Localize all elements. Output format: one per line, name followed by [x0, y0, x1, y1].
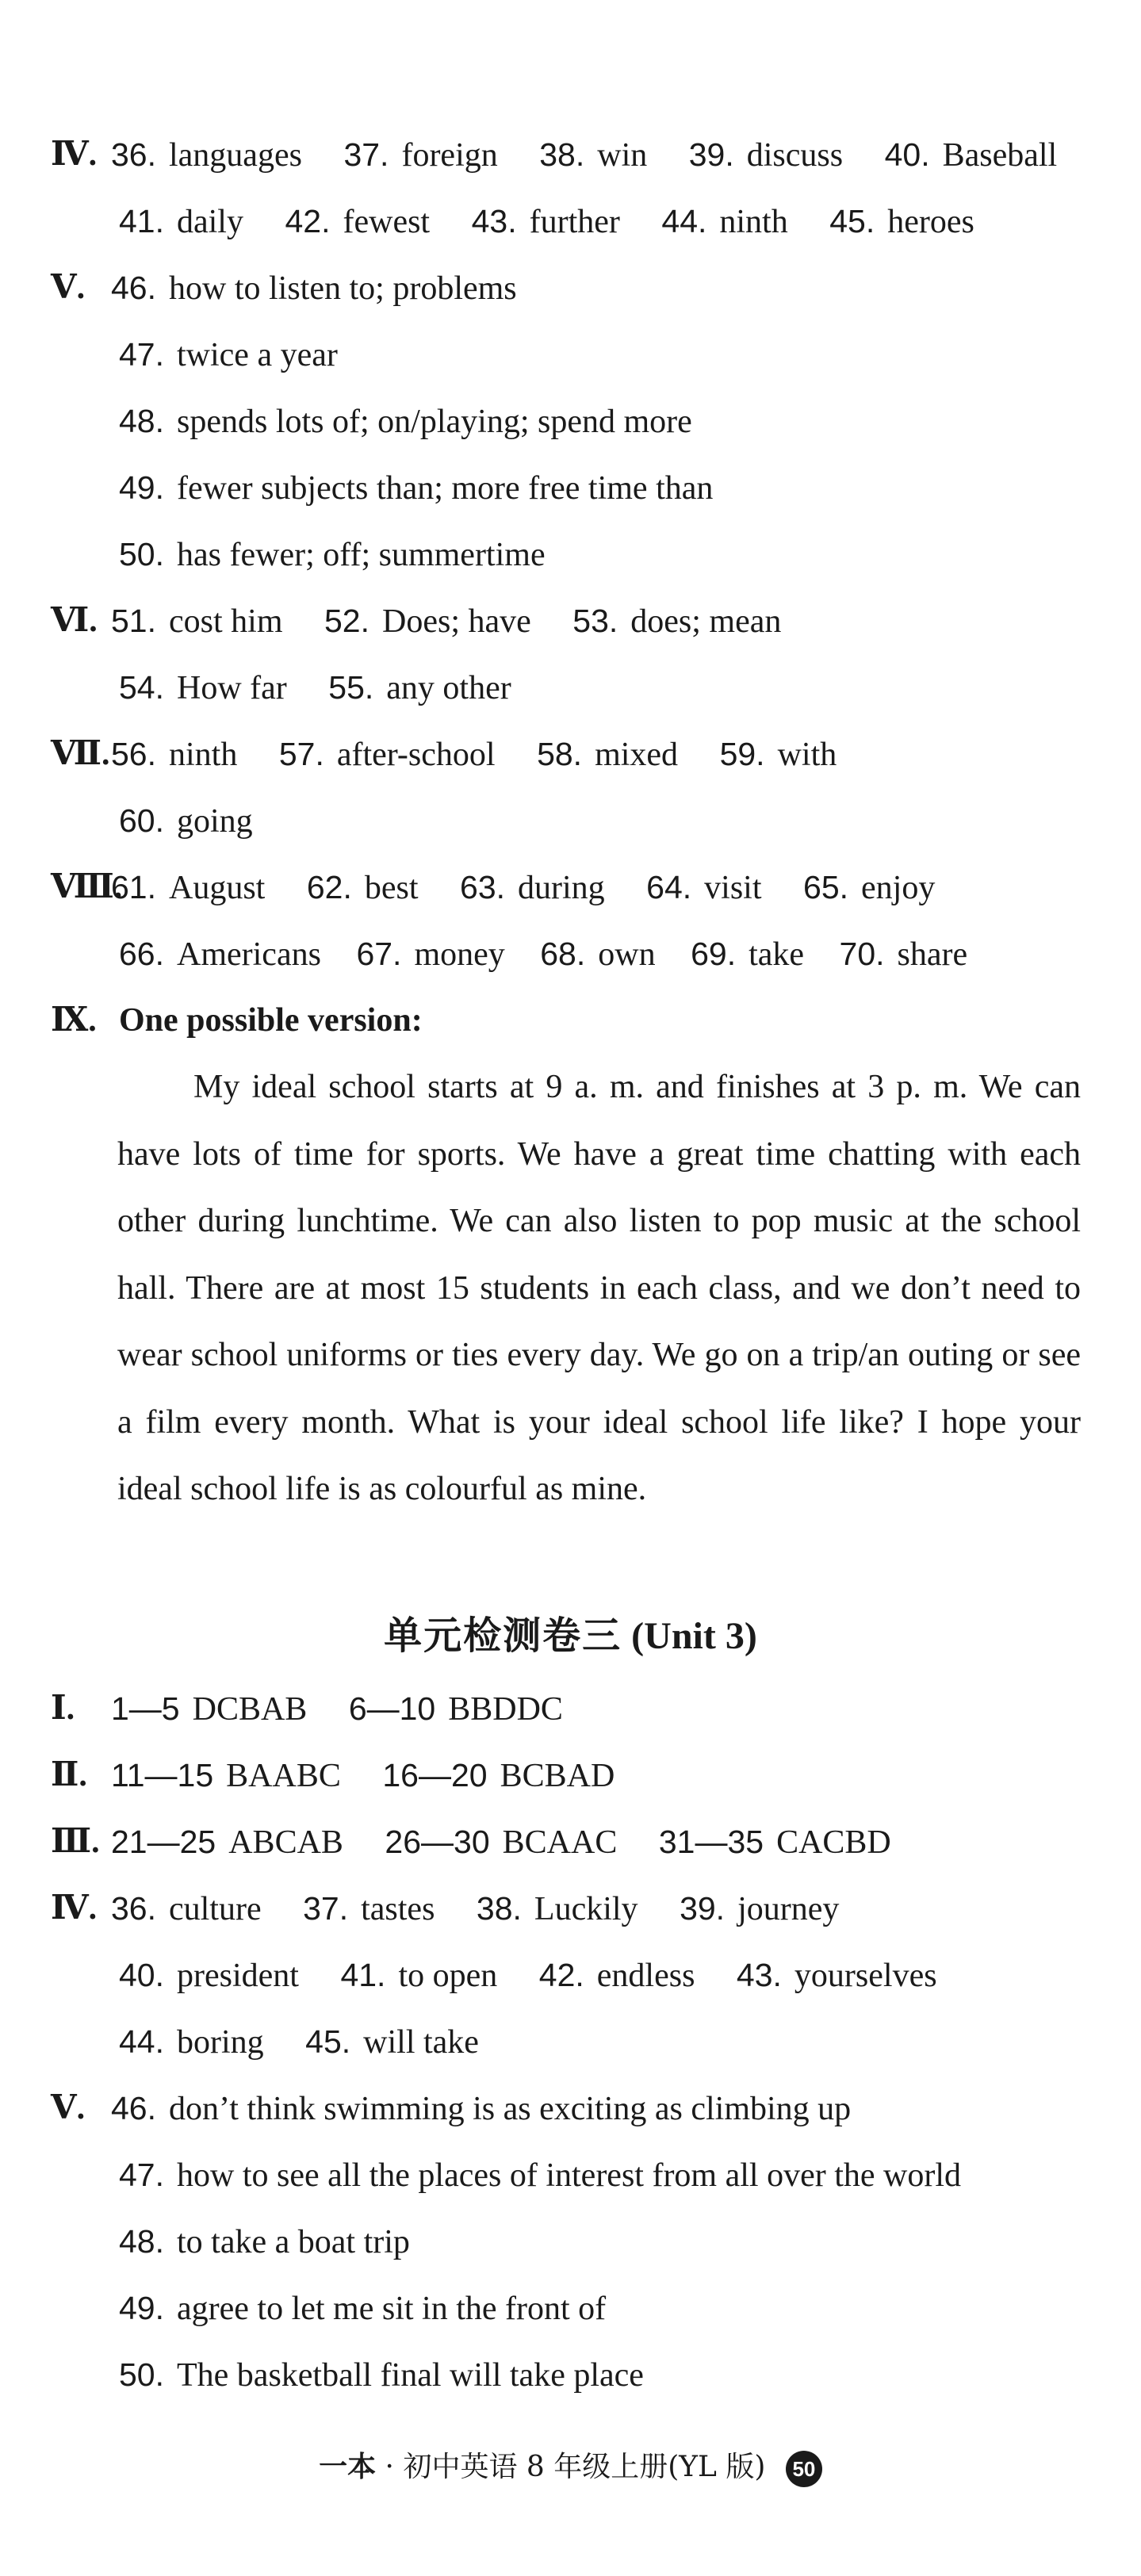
answer-55: any other	[386, 670, 511, 706]
range-answers: DCBAB	[192, 1691, 308, 1728]
answer-67: money	[414, 936, 505, 973]
section-numeral: Ⅳ.	[51, 136, 98, 173]
answer-56: ninth	[169, 737, 238, 773]
footer-dot: ·	[385, 2451, 394, 2483]
answer-54: How far	[177, 670, 287, 706]
test-answer-36: culture	[169, 1891, 262, 1927]
section-numeral: Ⅸ.	[51, 1002, 97, 1039]
range-answers: ABCAB	[228, 1824, 343, 1861]
section-numeral: Ⅴ.	[51, 2090, 86, 2126]
publisher-logo: 一本	[319, 2451, 377, 2483]
answer-62: best	[364, 870, 419, 906]
answer-37: foreign	[401, 137, 498, 174]
section-numeral: Ⅲ.	[51, 1824, 100, 1860]
range-label: 16—20	[382, 1757, 488, 1793]
test-answer-39: journey	[737, 1891, 840, 1927]
answer-60: going	[177, 803, 253, 840]
answer-38: win	[597, 137, 648, 174]
answer-43: further	[529, 204, 620, 240]
answer-45: heroes	[887, 204, 974, 240]
unit-heading-cn: 单元检测卷三	[384, 1613, 622, 1658]
section-numeral: Ⅰ.	[51, 1690, 75, 1727]
answer-46: how to listen to; problems	[169, 270, 517, 307]
writing-sample-paragraph: My ideal school starts at 9 a. m. and finishes at 3 p. m. We can have lots of time for sports. We have a great time chatting with each other during lunchtime. We can also listen to pop music at the school hall. There are at most 15 students in each class, and we don’t need to wear school uniforms or ties every day. We go on a trip/an outing or see a film every month. What is your ideal school life like? I hope your ideal school life is as colourful as mine.	[117, 1069, 1081, 1507]
test-answer-48: to take a boat trip	[177, 2224, 410, 2260]
section-numeral: Ⅱ.	[51, 1757, 87, 1793]
answer-49: fewer subjects than; more free time than	[177, 470, 714, 507]
answer-44: ninth	[719, 204, 788, 240]
answer-68: own	[598, 936, 656, 973]
answer-61: August	[169, 870, 266, 906]
answer-65: enjoy	[861, 870, 936, 906]
answer-41: daily	[177, 204, 243, 240]
test-answer-49: agree to let me sit in the front of	[177, 2291, 607, 2327]
test-answer-37: tastes	[361, 1891, 435, 1927]
answer-66: Americans	[177, 936, 321, 973]
answer-69: take	[749, 936, 805, 973]
range-label: 21—25	[111, 1824, 216, 1860]
section-numeral: Ⅵ.	[51, 603, 98, 639]
answer-52: Does; have	[382, 603, 531, 640]
unit-heading	[0, 1608, 1141, 1664]
range-answers: BCAAC	[502, 1824, 618, 1861]
answer-57: after-school	[336, 737, 496, 773]
test-answer-46: don’t think swimming is as exciting as climbing up	[169, 2091, 852, 2127]
answer-key-page: Ⅳ. 36. languages 37. foreign 38. win 39. discuss 40. Baseball 41. daily 42. fewest 43. further 44. ninth 45. heroes Ⅴ. 46. how to listen to; problems 47. twice a year 48. spends lots of; on/playing; spend more 49. fewer subjects than; more free time than 50. has fewer; off; summertime Ⅵ. 51. cost him 52. Does; have 53. does; mean 54. How far 55. any other Ⅶ. 56. ninth 57. after-school 58. mixed 59. with 60. going Ⅷ. 61. August 62. best 63. during 64. visit 65. enjoy 66. Americans 67. money 68. own 69. take 70. share Ⅸ. One possible version: My ideal school starts at 9 a. m. and finishes at 3 p. m. We can have lots of time for sports. We have a great time chatting with each other during lunchtime. We can also listen to pop music at the school hall. There are at most 15 students in each class, and we don’t need to wear school uniforms or ties every day. We go on a trip/an outing or see a film every month. What is your ideal school life like? I hope your ideal school life is as colourful as mine. 单元检测卷三 (Unit 3) Ⅰ. 1—5 DCBAB 6—10 BBDDC Ⅱ. 11—15 BAABC 16—20 BCBAD Ⅲ. 21—25 ABCAB 26—30 BCAAC 31—35 CACBD Ⅳ. 36. culture 37. tastes 38. Luckily 39. journey 40. president 41. to open 42. endless 43. yourselves 44. boring 45. will take Ⅴ. 46. don’t think swimming is as exciting as climbing up 47. how to see all the places of interest from all over the world 48. to take a boat trip 49. agree to let me sit in the front of 50. The basketball final will take place 一本 · 初中英语 8 年级上册(YL 版) 50	[0, 0, 1141, 2576]
answer-42: fewest	[343, 204, 431, 240]
section-numeral: Ⅴ.	[51, 270, 86, 306]
page-footer	[0, 2444, 1141, 2491]
range-answers: BBDDC	[448, 1691, 563, 1728]
test-answer-43: yourselves	[794, 1958, 937, 1994]
answer-64: visit	[704, 870, 762, 906]
range-label: 26—30	[385, 1824, 490, 1860]
test-answer-42: endless	[596, 1958, 695, 1994]
answer-50: has fewer; off; summertime	[177, 537, 546, 573]
answer-47: twice a year	[177, 337, 338, 373]
test-answer-45: will take	[363, 2024, 479, 2061]
page-number-badge: 50	[786, 2451, 822, 2487]
range-label: 31—35	[658, 1824, 764, 1860]
answer-63: during	[518, 870, 605, 906]
answer-36: languages	[169, 137, 302, 174]
section-numeral: Ⅷ.	[51, 869, 123, 905]
range-answers: BAABC	[226, 1758, 341, 1794]
answer-70: share	[897, 936, 968, 973]
answer-53: does; mean	[630, 603, 782, 640]
answer-40: Baseball	[942, 137, 1058, 174]
answer-39: discuss	[746, 137, 844, 174]
section-numeral: Ⅶ.	[51, 736, 110, 772]
test-answer-41: to open	[398, 1958, 498, 1994]
section-numeral: Ⅳ.	[51, 1890, 98, 1927]
answer-59: with	[777, 737, 837, 773]
answer-58: mixed	[595, 737, 679, 773]
test-answer-47: how to see all the places of interest from all over the world	[177, 2157, 962, 2194]
unit-heading-en: (Unit 3)	[631, 1615, 757, 1657]
range-label: 6—10	[348, 1690, 436, 1727]
range-label: 11—15	[111, 1757, 214, 1793]
test-answer-38: Luckily	[534, 1891, 638, 1927]
answer-48: spends lots of; on/playing; spend more	[177, 404, 692, 440]
writing-label: One possible version:	[119, 1002, 423, 1039]
footer-title: 初中英语 8 年级上册(YL 版)	[403, 2451, 766, 2483]
test-answer-44: boring	[177, 2024, 264, 2061]
range-label: 1—5	[111, 1690, 180, 1727]
range-answers: CACBD	[776, 1824, 891, 1861]
test-answer-50: The basketball final will take place	[177, 2357, 644, 2394]
answer-51: cost him	[169, 603, 283, 640]
range-answers: BCBAD	[500, 1758, 615, 1794]
test-answer-40: president	[177, 1958, 299, 1994]
